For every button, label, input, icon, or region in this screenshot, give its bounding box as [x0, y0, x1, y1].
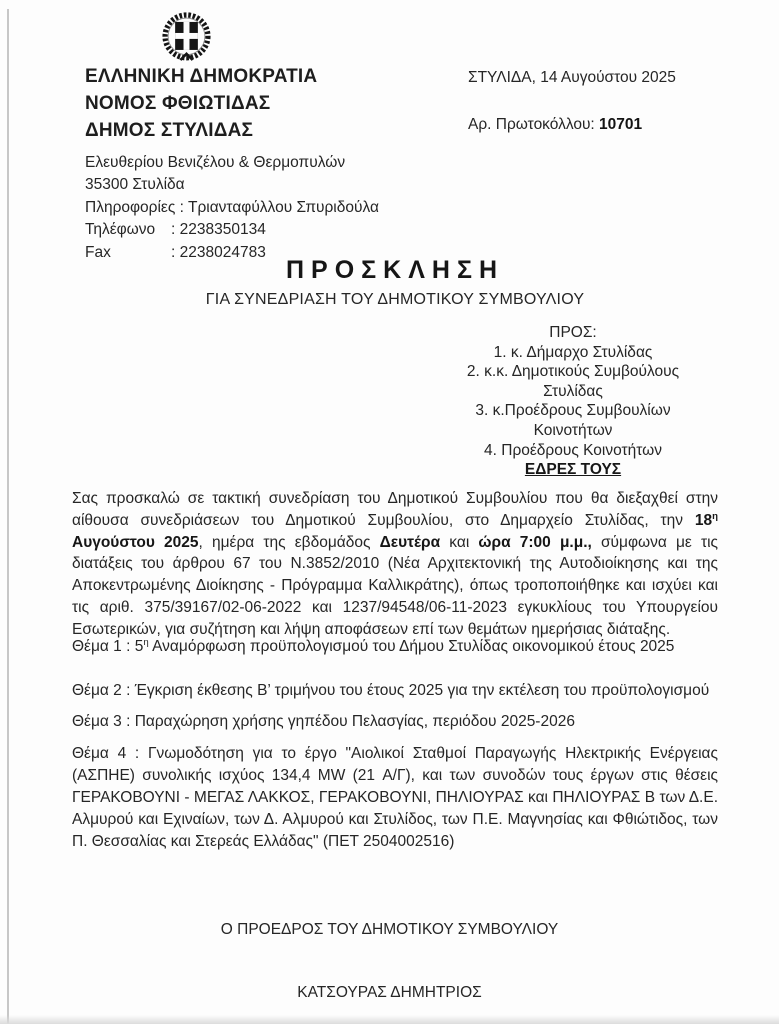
- title-block: [72, 256, 718, 309]
- invitation-paragraph: [72, 488, 718, 641]
- protocol-line: [468, 116, 642, 134]
- meeting-day: Δευτέρα: [379, 533, 441, 551]
- signature-role: Ο ΠΡΟΕΔΡΟΣ ΤΟΥ ΔΗΜΟΤΙΚΟΥ ΣΥΜΒΟΥΛΙΟΥ: [220, 921, 559, 938]
- protocol-number: 10701: [599, 116, 643, 133]
- phone-value: : 2238350134: [171, 221, 266, 239]
- recipient-line: 3. κ.Προέδρους Συμβουλίων: [475, 402, 671, 420]
- agenda-topic-2: Θέμα 2 : Έγκριση έκθεσης Β’ τριμήνου του έτους 2025 για την εκτέλεση του προϋπολογισμού: [72, 682, 710, 699]
- fax-label: Fax: [85, 243, 111, 261]
- info-value: : Τριανταφύλλου Σπυριδούλα: [179, 198, 379, 216]
- authority-line-republic: ΕΛΛΗΝΙΚΗ ΔΗΜΟΚΡΑΤΙΑ: [85, 66, 318, 87]
- fax-value: : 2238024783: [171, 243, 266, 261]
- authority-line-municipality: ΔΗΜΟΣ ΣΤΥΛΙΔΑΣ: [85, 120, 254, 141]
- recipient-line: 2. κ.κ. Δημοτικούς Συμβούλους: [466, 363, 680, 381]
- invite-text: σύμφωνα με τις διατάξεις του άρθρου 67 του Ν.3852/2010 (Νέα Αρχιτεκτονική της Αυτοδιοίκησης και της Αποκεντρωμένης Διοίκησης - Πρόγραμμα Καλλικράτης), όπως τροποποιήθηκε και ισχύει και τις αριθ. 375/39167/02-06-2022 και 1237/94548/06-11-2023 εγκυκλίους του Υπουργείου Εσωτερικών, για συζήτηση και λήψη αποφάσεων επί των θεμάτων ημερήσιας διάταξης.: [72, 533, 718, 638]
- greek-coat-of-arms-icon: [160, 11, 213, 67]
- signature-name: ΚΑΤΣΟΥΡΑΣ ΔΗΜΗΤΡΙΟΣ: [297, 984, 482, 1001]
- protocol-label: Αρ. Πρωτοκόλλου:: [468, 116, 600, 133]
- contact-info-row: [85, 197, 379, 219]
- recipients-heading: ΠΡΟΣ:: [549, 324, 597, 341]
- invite-text: Σας προσκαλώ σε τακτική συνεδρίαση του Δημοτικού Συμβουλίου που θα διεξαχθεί στην αίθουσα συνεδριάσεων του Δημοτικού Συμβουλίου, στο Δημαρχείο Στυλίδας, την: [72, 490, 718, 529]
- recipient-line: Κοινοτήτων: [533, 421, 613, 439]
- recipients-block: [433, 323, 713, 480]
- recipient-line: Στυλίδας: [543, 382, 603, 400]
- document-title: ΠΡΟΣΚΛΗΣΗ: [285, 256, 505, 284]
- info-label: Πληροφορίες: [85, 198, 176, 216]
- recipients-seats-note: ΕΔΡΕΣ ΤΟΥΣ: [524, 461, 622, 479]
- recipient-line: 1. κ. Δήμαρχο Στυλίδας: [493, 343, 653, 361]
- contact-phone-row: [85, 219, 379, 241]
- document-subtitle: ΓΙΑ ΣΥΝΕΔΡΙΑΣΗ ΤΟΥ ΔΗΜΟΤΙΚΟΥ ΣΥΜΒΟΥΛΙΟΥ: [205, 291, 585, 308]
- meeting-date: $18^\eta$ Αυγούστου 2025: [72, 510, 718, 551]
- agenda-topic-4: Θέμα 4 : Γνωμοδότηση για το έργο "Αιολικοί Σταθμοί Παραγωγής Ηλεκτρικής Ενέργειας (ΑΣΠΗΕ) συνολικής ισχύος 134,4 MW (21 Α/Γ), και των συνοδών τους έργων στις θέσεις ΓΕΡΑΚΟΒΟΥΝΙ - ΜΕΓΑΣ ΛΑΚΚΟΣ, ΓΕΡΑΚΟΒΟΥΝΙ, ΠΗΛΙΟΥΡΑΣ και ΠΗΛΙΟΥΡΑΣ Β των Δ.Ε. Αλμυρού και Εχιναίων, των Δ. Αλμυρού και Στυλίδος, των Π.Ε. Μαγνησίας και Φθιώτιδος, των Π. Θεσσαλίας και Στερεάς Ελλάδας" (ΠΕΤ 2504002516): [72, 745, 718, 850]
- meeting-time: ώρα 7:00 μ.μ.,: [478, 533, 592, 551]
- authority-line-prefecture: ΝΟΜΟΣ ΦΘΙΩΤΙΔΑΣ: [85, 93, 271, 114]
- phone-label: Τηλέφωνο: [85, 221, 156, 239]
- scan-bottom-shadow: [0, 1015, 779, 1024]
- authority-block: [85, 63, 317, 144]
- address-city: 35300 Στυλίδα: [85, 176, 185, 194]
- scan-edge-line: [7, 9, 9, 1024]
- address-street: Ελευθερίου Βενιζέλου & Θερμοπυλών: [85, 154, 346, 171]
- invite-text: , ημέρα της εβδομάδος: [198, 533, 380, 551]
- contact-block: [85, 152, 379, 264]
- invite-text: και: [440, 533, 479, 551]
- agenda-topic-3: Θέμα 3 : Παραχώρηση χρήσης γηπέδου Πελασγίας, περιόδου 2025-2026: [72, 713, 575, 730]
- recipient-line: 4. Προέδρους Κοινοτήτων: [484, 441, 662, 459]
- place-date: ΣΤΥΛΙΔΑ, 14 Αυγούστου 2025: [468, 69, 676, 86]
- agenda-topic-1: Θέμα 1 : $5^\eta$ Αναμόρφωση προϋπολογισμού του Δήμου Στυλίδας οικονομικού έτους 2025: [72, 636, 675, 655]
